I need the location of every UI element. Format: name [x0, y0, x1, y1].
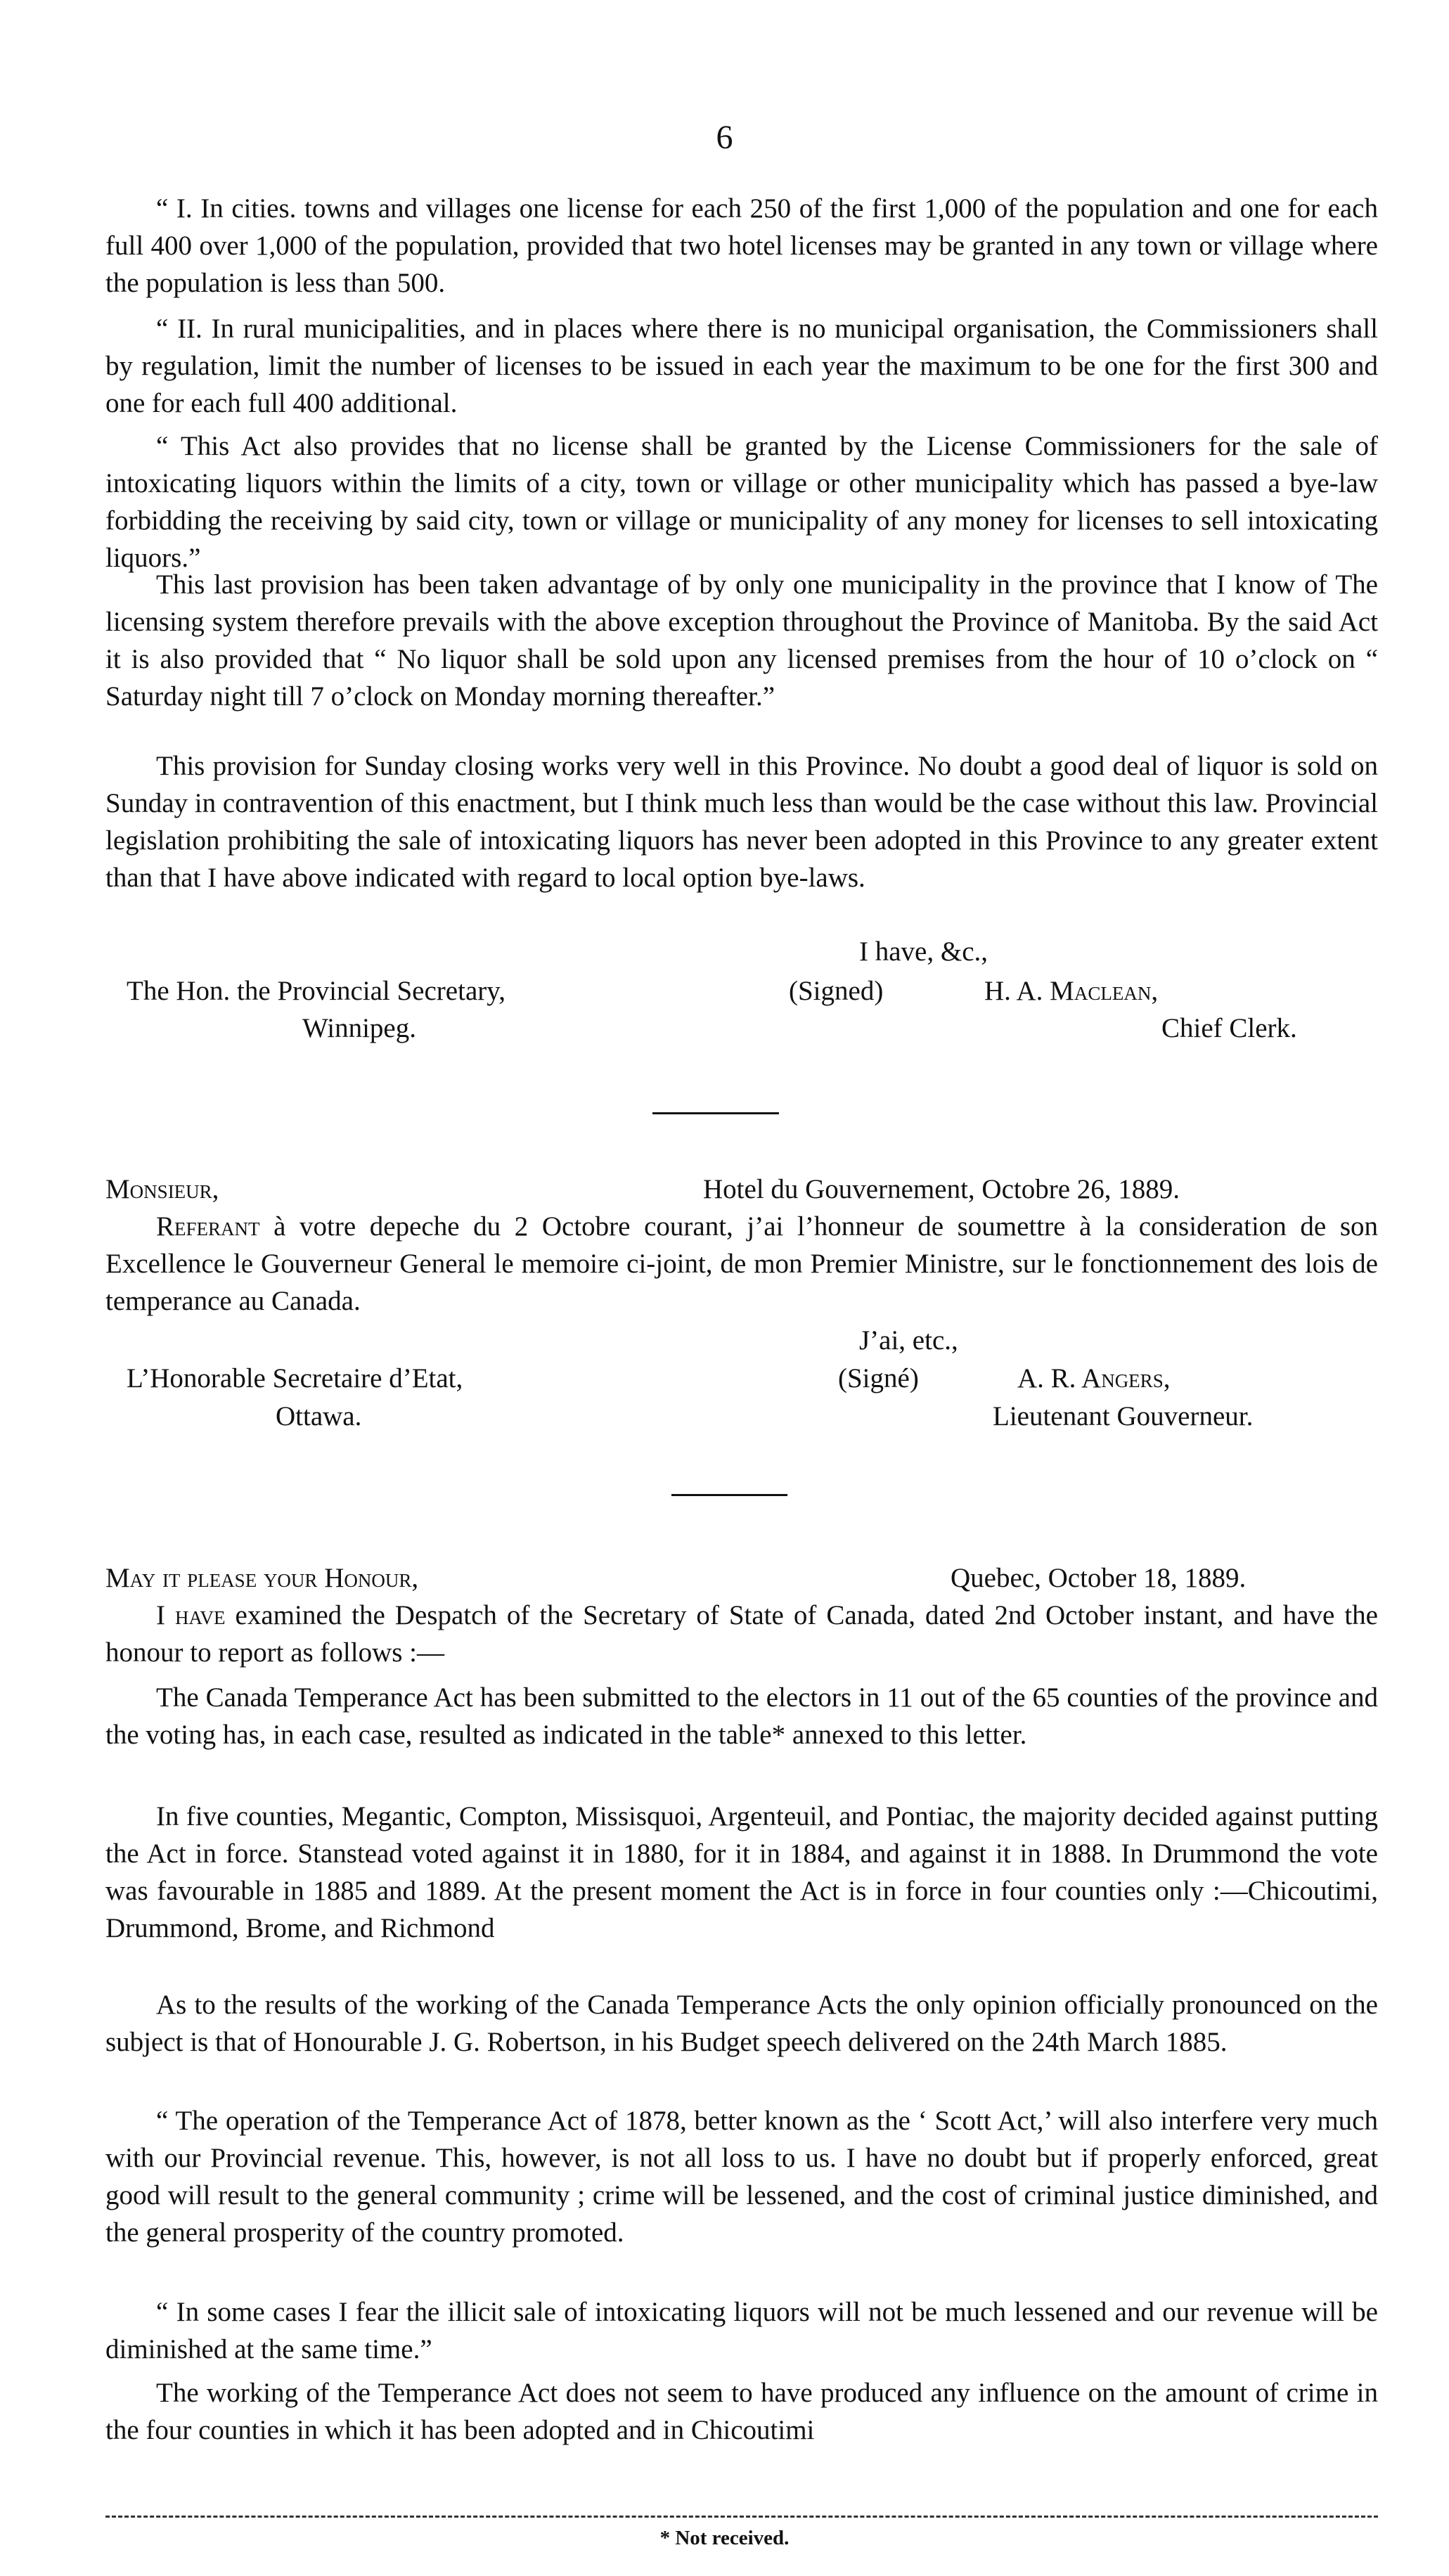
- french-signed-label: (Signé): [838, 1363, 919, 1393]
- english-place-date: Quebec, October 18, 1889.: [951, 1563, 1247, 1593]
- english-salutation: May it please your Honour,: [105, 1563, 419, 1593]
- manitoba-paragraph-1: “ I. In cities. towns and villages one license for each 250 of the first 1,000 of the population and one for each full 400 over 1,000 of the population, provided that two hotel licenses may be granted in any town or village where the population is less than 500.: [105, 193, 1378, 298]
- english-paragraph-1-text: examined the Despatch of the Secretary of State of Canada, dated 2nd October instant, and have the honour to report as follows :—: [105, 1600, 1378, 1668]
- english-paragraph-3: In five counties, Megantic, Compton, Missisquoi, Argenteuil, and Pontiac, the majority decided against putting the Act in force. Stanstead voted against it in 1880, for it in 1884, and against it in 1888. In Drummond the vote was favourable in 1885 and 1889. At the present moment the Act is in force in four counties only :—Chicoutimi, Drummond, Brome, and Richmond: [105, 1801, 1378, 1943]
- french-signer: A. R. Angers,: [1017, 1363, 1171, 1393]
- manitoba-paragraph-4: This last provision has been taken advantage of by only one municipality in the province that I know of The licensing system therefore prevails with the above exception throughout the Province of Manitoba. By the said Act it is also provided that “ No liquor shall be sold upon any licensed premises from the hour of 10 o’clock on “ Saturday night till 7 o’clock on Monday morning thereafter.”: [105, 569, 1378, 711]
- french-place-date: Hotel du Gouvernement, Octobre 26, 1889.: [703, 1174, 1180, 1204]
- section-divider-2: [671, 1494, 787, 1496]
- english-paragraph-4: As to the results of the working of the Canada Temperance Acts the only opinion officially pronounced on the subject is that of Honourable J. G. Robertson, in his Budget speech delivered on the 24th March 1885.: [105, 1990, 1378, 2057]
- french-addressee-line-2: Ottawa.: [276, 1401, 362, 1431]
- footnote-separator: [105, 2516, 1378, 2518]
- manitoba-signer-title: Chief Clerk.: [1161, 1013, 1297, 1043]
- english-paragraph-2: The Canada Temperance Act has been submitted to the electors in 11 out of the 65 counties of the province and the voting has, in each case, resulted as indicated in the table* annexed to this letter.: [105, 1682, 1378, 1750]
- french-body-text: à votre depeche du 2 Octobre courant, j’ai l’honneur de soumettre à la consideration de son Excellence le Gouverneur General le memoire ci-joint, de mon Premier Ministre, sur le fonctionnement des lois de temperance au Canada.: [105, 1211, 1379, 1316]
- english-paragraph-7: The working of the Temperance Act does not seem to have produced any influence on the amount of crime in the four counties in which it has been adopted and in Chicoutimi: [105, 2378, 1378, 2445]
- page-number: 6: [716, 119, 733, 156]
- footnote: * Not received.: [659, 2527, 790, 2549]
- english-lead-word: I have: [156, 1600, 226, 1630]
- english-paragraph-6: “ In some cases I fear the illicit sale of intoxicating liquors will not be much lessened and our revenue will be diminished at the same time.”: [105, 2297, 1378, 2364]
- french-addressee-line-1: L’Honorable Secretaire d’Etat,: [127, 1363, 463, 1393]
- french-lead-word: Referant: [156, 1211, 260, 1242]
- manitoba-closing: I have, &c.,: [859, 936, 988, 967]
- french-salutation: Monsieur,: [105, 1174, 219, 1204]
- manitoba-paragraph-5: This provision for Sunday closing works very well in this Province. No doubt a good deal of liquor is sold on Sunday in contravention of this enactment, but I think much less than would be the case without this law. Provincial legislation prohibiting the sale of intoxicating liquors has never been adopted in this Province to any greater extent than that I have above indicated with regard to local option bye-laws.: [105, 751, 1378, 893]
- manitoba-signer: H. A. Maclean,: [984, 976, 1159, 1006]
- english-paragraph-1: [105, 1597, 1378, 1671]
- french-closing: J’ai, etc.,: [859, 1325, 958, 1355]
- manitoba-signed-label: (Signed): [789, 976, 884, 1006]
- manitoba-paragraph-2: “ II. In rural municipalities, and in places where there is no municipal organisation, the Commissioners shall by regulation, limit the number of licenses to be issued in each year the maximum to be one for the first 300 and one for each full 400 additional.: [105, 314, 1378, 418]
- french-signer-title: Lieutenant Gouverneur.: [993, 1401, 1254, 1431]
- manitoba-addressee-line-2: Winnipeg.: [302, 1013, 416, 1043]
- english-paragraph-5: “ The operation of the Temperance Act of 1878, better known as the ‘ Scott Act,’ will also interfere very much with our Provincial revenue. This, however, is not all loss to us. I have no doubt but if properly enforced, great good will result to the general community ; crime will be lessened, and the cost of criminal justice diminished, and the general prosperity of the country promoted.: [105, 2106, 1378, 2248]
- manitoba-paragraph-3: “ This Act also provides that no license shall be granted by the License Commissioners for the sale of intoxicating liquors within the limits of a city, town or village or other municipality which has passed a bye-law forbidding the receiving by said city, town or village or municipality of any money for licenses to sell intoxicating liquors.”: [105, 431, 1378, 573]
- manitoba-addressee-line-1: The Hon. the Provincial Secretary,: [127, 976, 505, 1006]
- french-body: [105, 1208, 1378, 1320]
- section-divider: [652, 1112, 779, 1114]
